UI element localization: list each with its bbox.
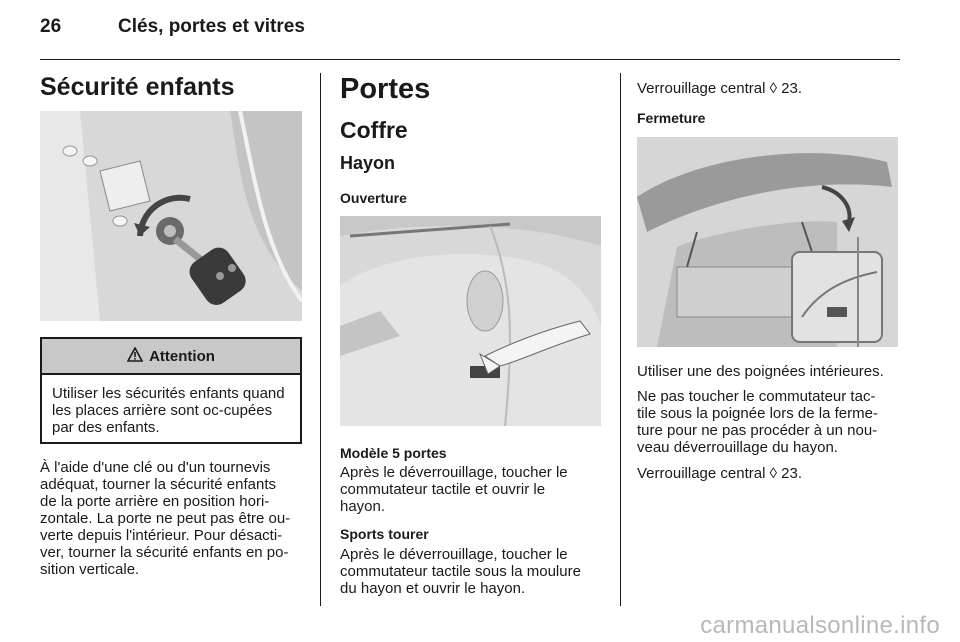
tailgate-closing-illustration [637, 137, 898, 347]
closing-warning-text [637, 388, 907, 456]
text-line: zontale. La porte ne peut pas être ou- [40, 510, 291, 527]
column-divider-left [320, 73, 321, 606]
warning-title: Attention [149, 347, 215, 365]
central-lock-reference-bottom[interactable]: Verrouillage central ◊ 23. [637, 465, 803, 482]
watermark: carmanualsonline.info [700, 612, 940, 639]
text-line: commutateur tactile et ouvrir le [340, 481, 546, 498]
text-line: tile sous la poignée lors de la ferme- [637, 405, 878, 422]
subsection-title-trunk: Coffre [340, 117, 408, 143]
text-line: du hayon et ouvrir le hayon. [340, 580, 526, 597]
text-line: Après le déverrouillage, toucher le [340, 464, 568, 481]
text-line: À l'aide d'une clé ou d'un tournevis [40, 459, 271, 476]
section-title-doors: Portes [340, 73, 431, 105]
subsection-title-tailgate: Hayon [340, 153, 396, 173]
text-line: de la porte arrière en position hori- [40, 493, 270, 510]
text-line: adéquat, tourner la sécurité enfants [40, 476, 276, 493]
heading-5-door-model: Modèle 5 portes [340, 445, 447, 461]
warning-box [40, 337, 302, 444]
heading-closing: Fermeture [637, 110, 706, 126]
text-line: commutateur tactile sous la moulure [340, 563, 581, 580]
heading-opening: Ouverture [340, 190, 407, 206]
child-lock-illustration [40, 111, 302, 321]
text-line: hayon. [340, 498, 386, 515]
text-line: Après le déverrouillage, toucher le [340, 546, 568, 563]
child-lock-instructions [40, 459, 310, 578]
text-line: sition verticale. [40, 561, 140, 578]
tailgate-opening-illustration [340, 216, 601, 426]
text-line: Ne pas toucher le commutateur tac- [637, 388, 876, 405]
warning-header [42, 339, 300, 375]
warning-triangle-icon [127, 347, 143, 366]
heading-sports-tourer: Sports tourer [340, 526, 429, 542]
warning-text: Utiliser les sécurités enfants quand les places arrière sont oc-cupées par des enfants. [52, 385, 285, 436]
chapter-title: Clés, portes et vitres [118, 16, 305, 37]
closing-instruction: Utiliser une des poignées intérieures. [637, 363, 884, 380]
column-divider-right [620, 73, 621, 606]
sports-tourer-text [340, 546, 610, 597]
central-lock-reference-top[interactable]: Verrouillage central ◊ 23. [637, 80, 803, 97]
header-rule [40, 59, 900, 60]
page-number: 26 [40, 16, 62, 37]
text-line: verte depuis l'intérieur. Pour désacti- [40, 527, 283, 544]
text-line: ture pour ne pas procéder à un nou- [637, 422, 878, 439]
text-line: veau déverrouillage du hayon. [637, 439, 838, 456]
model-5-door-text [340, 464, 610, 515]
section-title-child-lock: Sécurité enfants [40, 73, 235, 101]
text-line: ver, tourner la sécurité enfants en po- [40, 544, 289, 561]
